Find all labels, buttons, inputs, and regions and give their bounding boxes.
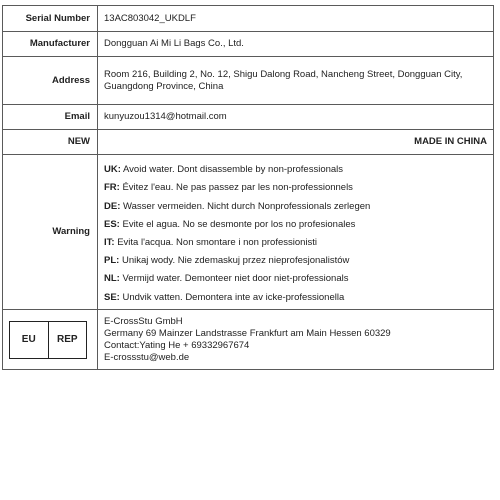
warning-item [104, 161, 487, 179]
new-row [3, 130, 494, 155]
eu-rep-address: Germany 69 Mainzer Landstrasse Frankfurt am Main Hessen 60329 [104, 328, 391, 339]
manufacturer-value: Dongguan Ai Mi Li Bags Co., Ltd. [98, 32, 494, 57]
warning-text: Undvik vatten. Demontera inte av icke-professionella [119, 291, 345, 303]
eu-rep-company: E-CrossStu GmbH [104, 316, 183, 327]
address-row [3, 57, 494, 105]
address-value: Room 216, Building 2, No. 12, Shigu Dalong Road, Nancheng Street, Dongguan City, Guangdong Province, China [98, 57, 494, 105]
warning-label: Warning [3, 155, 98, 310]
manufacturer-label: Manufacturer [3, 32, 98, 57]
warning-row [3, 155, 494, 310]
warning-lang-code: SE: [104, 291, 120, 303]
warning-lang-code: PL: [104, 255, 120, 267]
warning-item [104, 198, 487, 216]
serial-number-row [3, 6, 494, 32]
serial-number-value: 13AC803042_UKDLF [98, 6, 494, 32]
warning-item [104, 252, 487, 270]
warning-item [104, 289, 487, 307]
manufacturer-row [3, 32, 494, 57]
warning-item [104, 234, 487, 252]
warning-lang-code: DE: [104, 200, 121, 212]
warning-item [104, 270, 487, 288]
made-in-china-text: MADE IN CHINA [414, 136, 487, 147]
warning-lang-code: UK: [104, 164, 121, 176]
made-in-cell [98, 130, 494, 155]
email-label: Email [3, 105, 98, 130]
warning-text: Avoid water. Dont disassemble by non-professionals [120, 164, 344, 176]
warning-lang-code: ES: [104, 218, 120, 230]
warning-text: Unikaj wody. Nie zdemaskuj przez nieprofesjonalistów [119, 255, 350, 267]
warning-lang-code: IT: [104, 237, 115, 248]
eu-rep-info-cell [98, 310, 494, 370]
warning-text: Évitez l'eau. Ne pas passez par les non-professionnels [119, 182, 353, 194]
eu-rep-badge [9, 321, 87, 359]
eu-rep-email: E-crossstu@web.de [104, 352, 190, 363]
eu-rep-symbol-cell [3, 310, 98, 370]
warning-item [104, 216, 487, 234]
warning-text: Evita l'acqua. Non smontare i non professionisti [114, 237, 318, 248]
rep-badge-text: REP [48, 322, 87, 358]
address-label: Address [3, 57, 98, 105]
eu-rep-row [3, 310, 494, 370]
eu-rep-contact: Contact:Yating He + 69332967674 [104, 340, 250, 351]
warning-lang-code: NL: [104, 273, 120, 285]
warning-list [104, 157, 487, 307]
email-row [3, 105, 494, 130]
product-label-table [2, 5, 494, 370]
warning-text: Wasser vermeiden. Nicht durch Nonprofessionals zerlegen [120, 200, 371, 212]
warning-lang-code: FR: [104, 182, 120, 194]
serial-number-label: Serial Number [3, 6, 98, 32]
warning-text: Vermijd water. Demonteer niet door niet-professionals [119, 273, 349, 285]
eu-badge-text: EU [21, 334, 36, 345]
warning-cell [98, 155, 494, 310]
warning-item [104, 179, 487, 197]
new-label: NEW [3, 130, 98, 155]
email-value: kunyuzou1314@hotmail.com [98, 105, 494, 130]
warning-text: Evite el agua. No se desmonte por los no profesionales [119, 218, 356, 230]
